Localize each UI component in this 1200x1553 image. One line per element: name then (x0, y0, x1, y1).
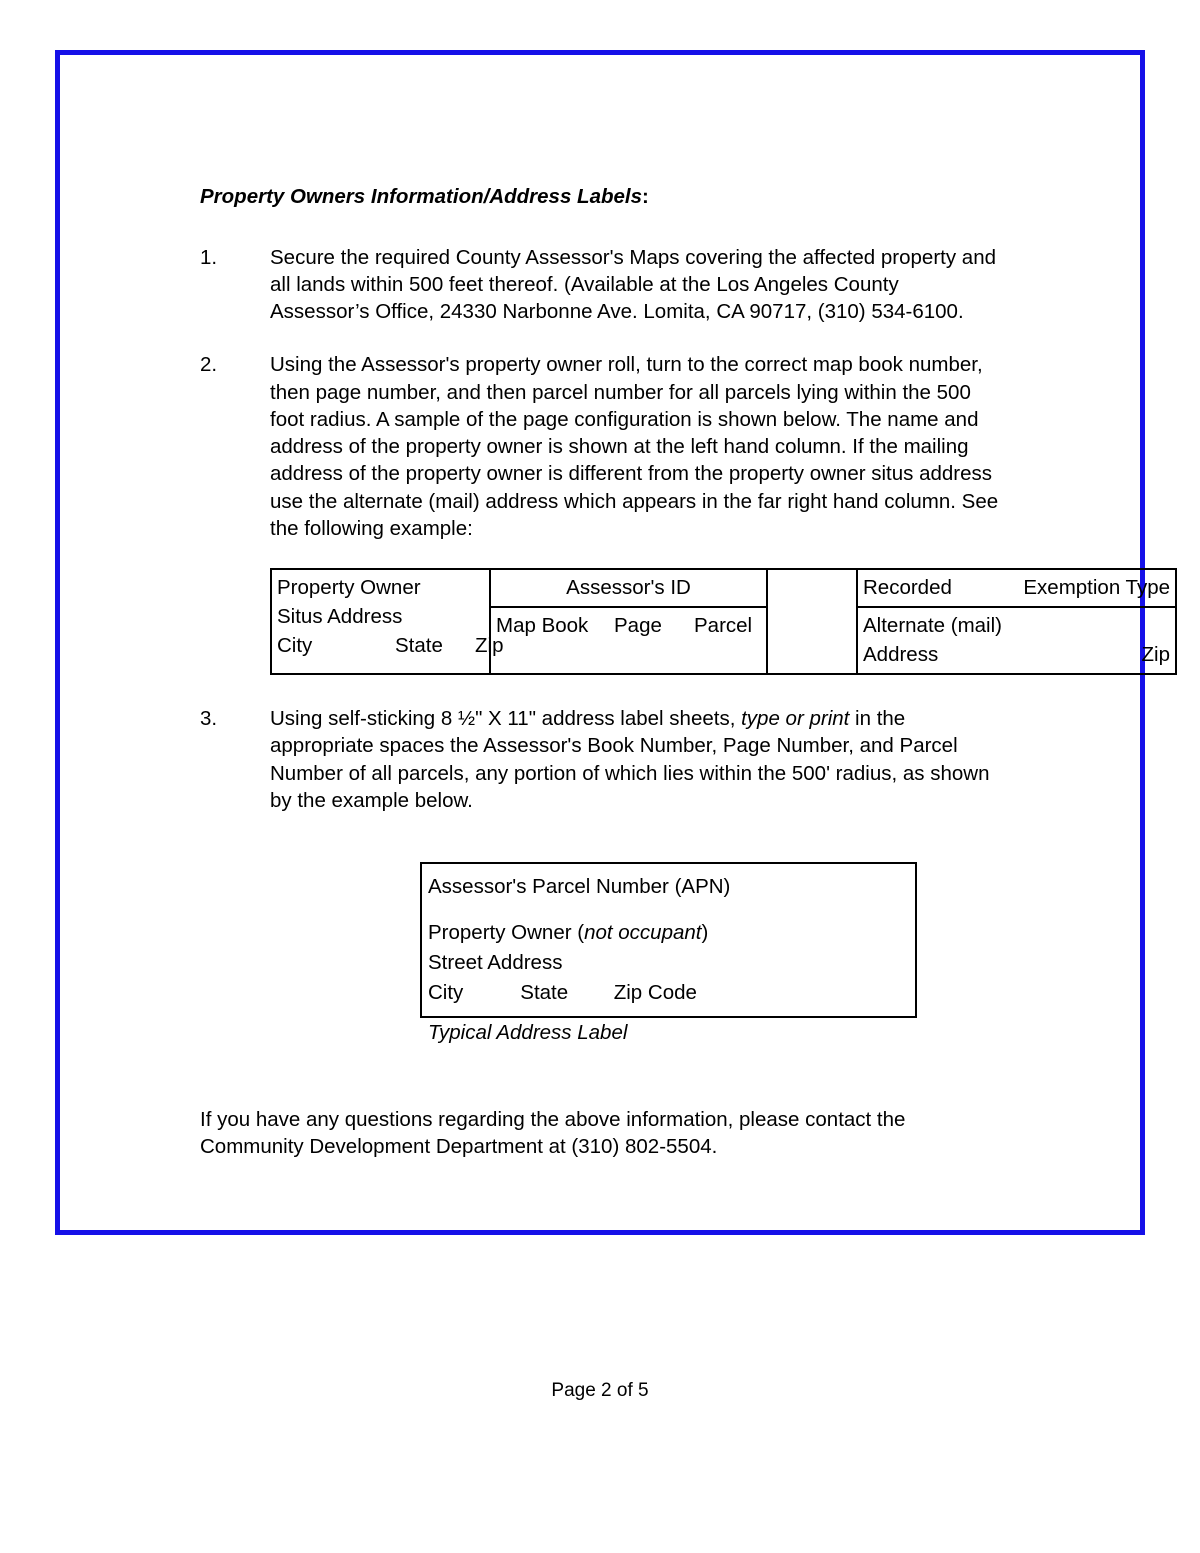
closing-line: Community Development Department at (310) 802-5504. (200, 1134, 718, 1158)
label-zip: Zip Code (613, 981, 697, 1005)
exemption-type-label: Exemption Type (1023, 576, 1170, 600)
page-border-frame (55, 50, 1170, 1235)
list-item-line: Number of all parcels, any portion of which lies within the 500' radius, as shown (270, 761, 990, 785)
blank-spacer-text (773, 573, 851, 602)
alternate-mail-label: Alternate (mail) (863, 614, 1002, 638)
closing-line: If you have any questions regarding the above information, please contact the (200, 1107, 906, 1131)
document-content (200, 185, 1170, 1160)
list-item-number: 2. (200, 353, 218, 377)
list-item-number: 3. (200, 707, 218, 731)
assessor-roll-table (270, 568, 1177, 675)
list-item-line: appropriate spaces the Assessor's Book Number, Page Number, and Parcel (270, 734, 958, 758)
list-item-line: address of the property owner is shown at the left hand column. If the mailing (270, 435, 969, 459)
owner-line-1: Property Owner (277, 576, 421, 600)
assessor-roll-sample (200, 568, 1170, 675)
alternate-address-row (863, 640, 1170, 669)
address-label-box (420, 862, 917, 1018)
list-item-line: address of the property owner is different from the property owner situs address (270, 462, 993, 486)
list-item-line: use the alternate (mail) address which appears in the far right hand column. See (270, 489, 999, 513)
closing-paragraph (200, 1106, 1120, 1161)
cell-assessor-id-subheads (490, 607, 767, 674)
item3-line1-a: Using self-sticking 8 ½" X 11" address label sheets, (270, 707, 742, 731)
section-heading-colon: : (642, 185, 649, 208)
section-heading-text: Property Owners Information/Address Labels (200, 185, 642, 208)
label-street-line: Street Address (428, 951, 563, 975)
page-label: Page (614, 614, 662, 638)
owner-state: State (395, 634, 443, 658)
parcel-label: Parcel (694, 614, 753, 638)
label-state: State (520, 981, 569, 1005)
label-owner-prefix: Property Owner ( (428, 921, 585, 945)
list-item-line (270, 705, 1120, 732)
cell-recorded-header (857, 569, 1176, 607)
list-item-number: 1. (200, 245, 218, 269)
list-item (200, 351, 1120, 542)
assessor-id-label: Assessor's ID (566, 576, 691, 600)
recorded-label: Recorded (863, 576, 952, 600)
label-spacer (428, 902, 909, 918)
list-item-line: by the example below. (270, 788, 473, 812)
label-apn-line: Assessor's Parcel Number (APN) (428, 875, 731, 899)
label-owner-line (428, 918, 909, 948)
assessor-id-subhead-row (496, 611, 761, 640)
address-label: Address (863, 643, 939, 667)
list-item-line: Secure the required County Assessor's Maps covering the affected property and (270, 245, 996, 269)
owner-city: City (277, 634, 313, 658)
label-city: City (428, 981, 464, 1005)
list-item-line: all lands within 500 feet thereof. (Available at the Los Angeles County (270, 272, 899, 296)
recorded-header-row (863, 573, 1170, 602)
list-item-line: foot radius. A sample of the page configuration is shown below. The name and (270, 407, 979, 431)
item3-emphasis: type or print (741, 707, 850, 731)
item3-line1-b: in the (849, 707, 906, 731)
cell-alternate-address (857, 607, 1176, 674)
owner-zip: Zip (475, 634, 504, 658)
owner-line-2: Situs Address (277, 605, 403, 629)
cell-assessor-id-header (490, 569, 767, 607)
list-item (200, 244, 1120, 326)
table-row (271, 569, 1176, 607)
list-item (200, 705, 1120, 814)
alternate-zip-label: Zip (1141, 643, 1170, 667)
label-owner-suffix: ) (701, 921, 709, 945)
list-item-line: the following example: (270, 516, 473, 540)
address-label-caption: Typical Address Label (428, 1021, 628, 1045)
typical-address-label-area (200, 862, 1120, 1046)
label-owner-emphasis: not occupant (584, 921, 702, 945)
list-item-line: then page number, and then parcel number for all parcels lying within the 500 (270, 380, 971, 404)
owner-line-3 (277, 631, 504, 660)
cell-property-owner (271, 569, 504, 674)
list-item-line: Using the Assessor's property owner roll, turn to the correct map book number, (270, 353, 983, 377)
list-item-line: Assessor’s Office, 24330 Narbonne Ave. Lomita, CA 90717, (310) 534-6100. (270, 300, 964, 324)
cell-blank-spacer (767, 569, 857, 674)
label-citystatezip-line (428, 978, 909, 1008)
section-heading (200, 185, 1120, 210)
page-footer: Page 2 of 5 (551, 1380, 649, 1401)
map-book-label: Map Book (496, 614, 589, 638)
